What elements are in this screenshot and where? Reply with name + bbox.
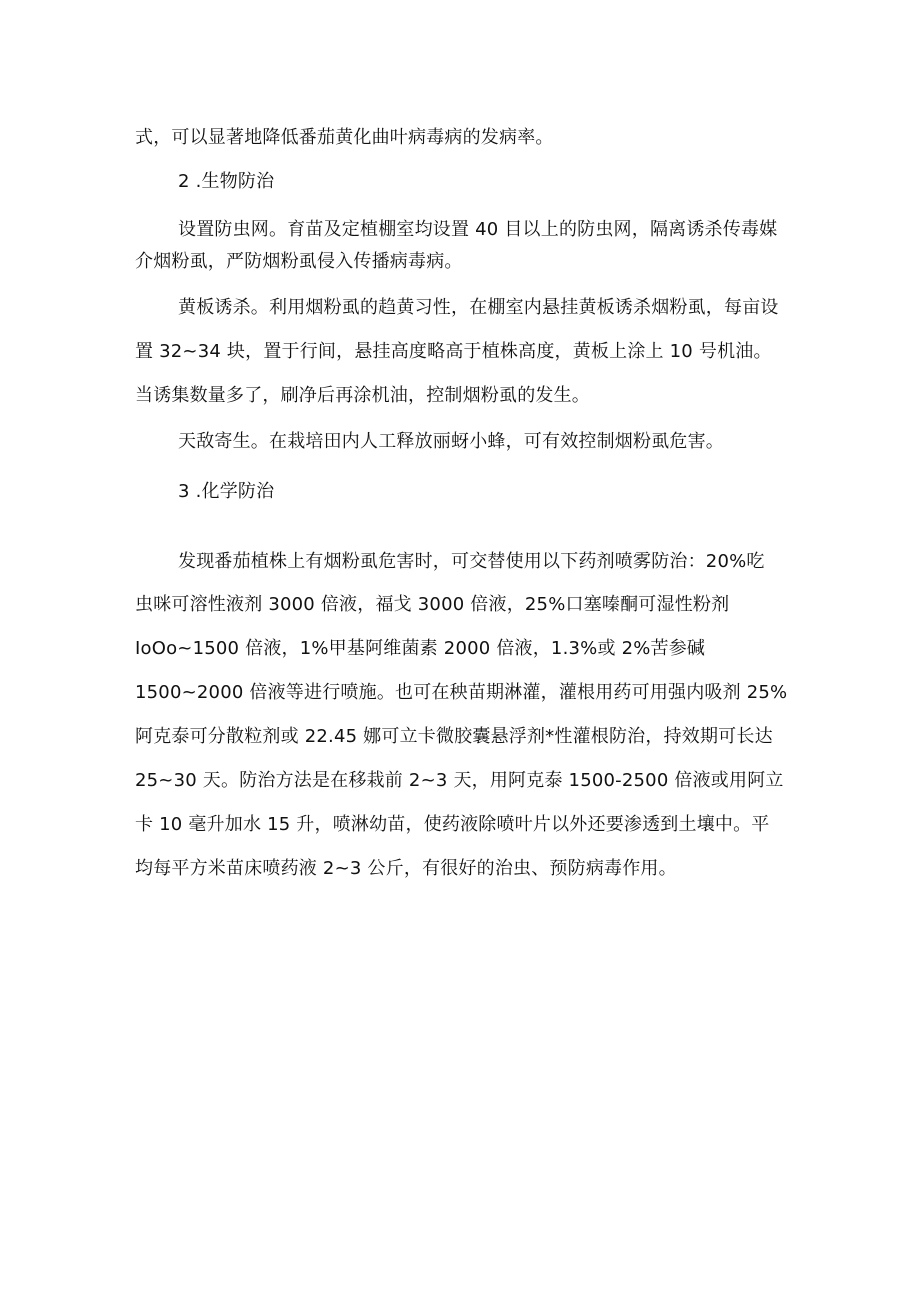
section-2-p2-line-3: 当诱集数量多了，刷净后再涂机油，控制烟粉虱的发生。	[135, 385, 590, 406]
intro-tail-line: 式，可以显著地降低番茄黄化曲叶病毒病的发病率。	[135, 127, 554, 148]
section-3-p1-line-4: 1500~2000 倍液等进行喷施。也可在秧苗期淋灌，灌根用药可用强内吸剂 25%	[135, 682, 788, 703]
section-3-heading: 3 .化学防治	[178, 481, 275, 502]
section-2-p3-line-1: 天敌寄生。在栽培田内人工释放丽蚜小蜂，可有效控制烟粉虱危害。	[178, 431, 724, 452]
section-3-p1-line-8: 均每平方米苗床喷药液 2~3 公斤，有很好的治虫、预防病毒作用。	[135, 858, 677, 879]
section-2-p1-line-1: 设置防虫网。育苗及定植棚室均设置 40 目以上的防虫网，隔离诱杀传毒媒	[178, 219, 778, 240]
section-2-p2-line-2: 置 32~34 块，置于行间，悬挂高度略高于植株高度，黄板上涂上 10 号机油。	[135, 341, 772, 362]
section-3-p1-line-2: 虫咪可溶性液剂 3000 倍液，福戈 3000 倍液，25%口塞嗪酮可湿性粉剂	[135, 594, 730, 615]
section-2-p1-line-2: 介烟粉虱，严防烟粉虱侵入传播病毒病。	[135, 251, 463, 272]
section-2-p2-line-1: 黄板诱杀。利用烟粉虱的趋黄习性，在棚室内悬挂黄板诱杀烟粉虱，每亩设	[178, 297, 779, 318]
section-3-p1-line-5: 阿克泰可分散粒剂或 22.45 娜可立卡微胶囊悬浮剂*性灌根防治，持效期可长达	[135, 726, 773, 747]
section-3-p1-line-7: 卡 10 毫升加水 15 升，喷淋幼苗，使药液除喷叶片以外还要渗透到土壤中。平	[135, 814, 770, 835]
section-3-p1-line-1: 发现番茄植株上有烟粉虱危害时，可交替使用以下药剂喷雾防治：20%吃	[178, 551, 765, 572]
section-3-p1-line-6: 25~30 天。防治方法是在移栽前 2~3 天，用阿克泰 1500-2500 倍液或用阿立	[135, 770, 784, 791]
section-3-p1-line-3: IoOo~1500 倍液，1%甲基阿维菌素 2000 倍液，1.3%或 2%苦参碱	[135, 638, 706, 659]
section-2-heading: 2 .生物防治	[178, 171, 275, 192]
